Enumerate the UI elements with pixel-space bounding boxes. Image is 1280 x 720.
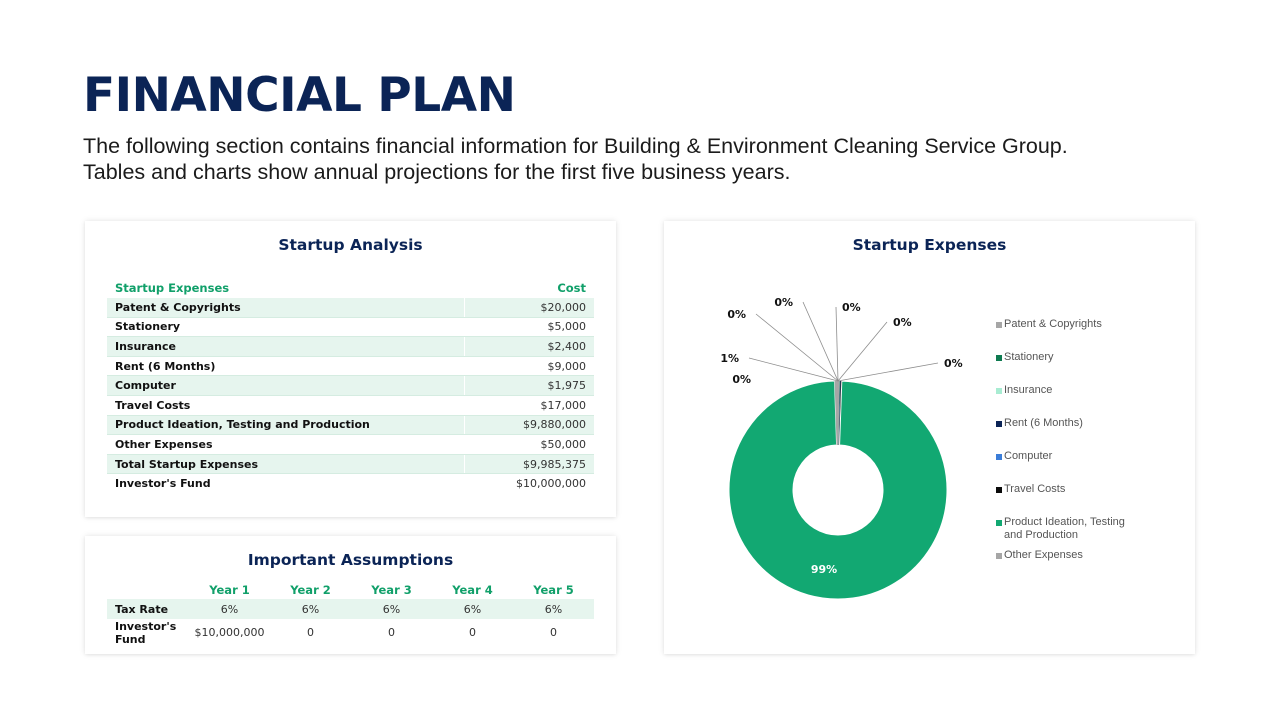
legend-swatch	[996, 553, 1002, 559]
cell-value: 0	[550, 626, 557, 639]
startup-analysis-title: Startup Analysis	[278, 236, 423, 254]
column-header-year-1: Year 1	[209, 582, 250, 597]
row-value: $9,000	[464, 356, 594, 376]
row-label: Rent (6 Months)	[107, 356, 464, 376]
startup-analysis-card	[85, 221, 616, 517]
cell-value: 6%	[270, 599, 351, 619]
leader-line	[838, 363, 938, 381]
row-value: $10,000,000	[464, 474, 594, 494]
table-row	[107, 317, 594, 337]
legend-swatch	[996, 355, 1002, 361]
column-header-year-5: Year 5	[533, 582, 574, 597]
table-row	[107, 376, 594, 396]
legend-label: Travel Costs	[1004, 483, 1066, 495]
row-label: Tax Rate	[107, 599, 189, 619]
legend-swatch	[996, 454, 1002, 460]
legend-swatch	[996, 520, 1002, 526]
cell-value: $10,000,000	[194, 626, 265, 639]
assumptions-table	[107, 580, 594, 646]
legend-label: Computer	[1004, 450, 1053, 462]
row-value: $20,000	[464, 298, 594, 318]
important-assumptions-title: Important Assumptions	[247, 551, 454, 569]
legend-swatch	[996, 421, 1002, 427]
intro-line-2: Tables and charts show annual projections for the first five business years.	[83, 160, 791, 184]
legend-swatch	[996, 322, 1002, 328]
cell-value: 6%	[351, 599, 432, 619]
legend-item	[996, 483, 1186, 496]
row-value: $9,880,000	[464, 415, 594, 435]
row-value: $50,000	[464, 435, 594, 455]
table-row	[107, 435, 594, 455]
legend-label: Product Ideation, Testing and Production	[1004, 516, 1125, 541]
leader-line	[836, 307, 838, 381]
leader-line	[749, 358, 838, 381]
row-label: Insurance	[107, 337, 464, 357]
table-row	[107, 599, 594, 619]
legend-label: Rent (6 Months)	[1004, 417, 1083, 429]
startup-analysis-body	[107, 298, 594, 494]
legend-item	[996, 450, 1186, 463]
startup-expenses-chart-card	[664, 221, 1195, 654]
row-label: Investor's Fund	[115, 477, 211, 491]
legend-label: Patent & Copyrights	[1004, 318, 1102, 330]
data-label: 1%	[720, 352, 739, 365]
important-assumptions-card	[85, 536, 616, 654]
row-label: Computer	[107, 376, 464, 396]
legend-swatch	[996, 487, 1002, 493]
page-title: FINANCIAL PLAN	[83, 68, 516, 123]
table-row	[107, 356, 594, 376]
data-label: 0%	[944, 357, 963, 370]
data-label: 0%	[727, 308, 746, 321]
legend-label: Stationery	[1004, 351, 1054, 363]
chart-title: Startup Expenses	[852, 236, 1007, 254]
legend-label: Other Expenses	[1004, 549, 1083, 561]
legend-item	[996, 417, 1186, 430]
data-label: 99%	[810, 563, 838, 576]
row-value: $9,985,375	[464, 454, 594, 474]
column-header-year-4: Year 4	[452, 582, 493, 597]
cell-value: 6%	[189, 599, 270, 619]
table-row	[107, 337, 594, 357]
column-header-startup-expenses: Startup Expenses	[115, 280, 230, 295]
row-label: Other Expenses	[107, 435, 464, 455]
startup-analysis-table	[107, 278, 594, 494]
table-header-row	[107, 278, 594, 298]
legend-label: Insurance	[1004, 384, 1053, 396]
cell-value: 0	[307, 626, 314, 639]
table-row	[107, 454, 594, 474]
row-label: Investor's Fund	[115, 619, 177, 646]
legend-item	[996, 516, 1146, 542]
intro-text	[83, 133, 1198, 185]
row-label: Travel Costs	[107, 396, 464, 416]
row-label: Product Ideation, Testing and Production	[107, 415, 464, 435]
table-row	[107, 396, 594, 416]
data-label: 0%	[774, 296, 793, 309]
column-header-year-3: Year 3	[371, 582, 412, 597]
legend-item	[996, 351, 1186, 364]
intro-line-1: The following section contains financial information for Building & Environment Cleaning Service Group.	[83, 134, 1068, 158]
leader-line	[838, 322, 887, 381]
legend-item	[996, 318, 1186, 331]
column-header-year-2: Year 2	[290, 582, 331, 597]
data-label: 0%	[842, 301, 861, 314]
table-row	[107, 298, 594, 318]
cell-value: 6%	[513, 599, 594, 619]
table-row	[107, 415, 594, 435]
donut-chart	[664, 221, 1195, 654]
leader-line	[803, 302, 838, 381]
row-value: $17,000	[464, 396, 594, 416]
row-value: $5,000	[464, 317, 594, 337]
legend-swatch	[996, 388, 1002, 394]
row-label: Total Startup Expenses	[107, 454, 464, 474]
legend-item	[996, 384, 1186, 397]
data-label: 0%	[893, 316, 912, 329]
column-header-blank	[107, 580, 189, 599]
data-label: 0%	[732, 373, 751, 386]
column-header-cost: Cost	[557, 280, 586, 295]
table-row	[107, 619, 594, 646]
cell-value: 0	[469, 626, 476, 639]
leader-line	[756, 314, 838, 381]
row-label: Patent & Copyrights	[107, 298, 464, 318]
cell-value: 6%	[432, 599, 513, 619]
table-row	[107, 474, 594, 494]
row-label: Stationery	[107, 317, 464, 337]
row-value: $1,975	[464, 376, 594, 396]
legend-item	[996, 549, 1186, 562]
cell-value: 0	[388, 626, 395, 639]
table-header-row	[107, 580, 594, 599]
row-value: $2,400	[464, 337, 594, 357]
